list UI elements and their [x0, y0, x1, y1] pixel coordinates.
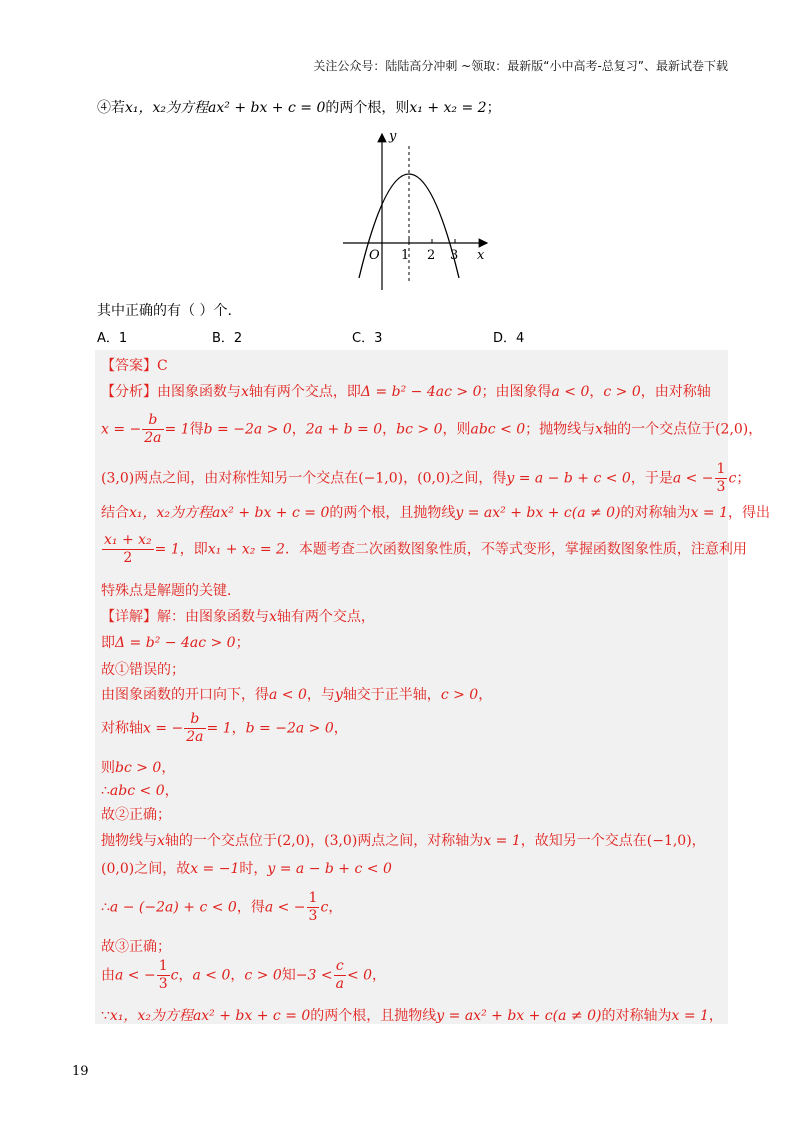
x-axis-label: x	[477, 248, 485, 263]
analysis-line-2: x = − $\frac{b}{2a}$ = 1得b = −2a > 0，2a + b = 0，bc > 0，则abc < 0；抛物线与x轴的一个交点位于(2,0)，	[101, 412, 763, 446]
option-c: C．3	[352, 331, 383, 346]
option-b: B．2	[212, 331, 243, 346]
analysis-line-6: 特殊点是解题的关键．	[101, 583, 241, 599]
page-number: 19	[72, 1064, 89, 1079]
parabola-graph	[337, 128, 497, 298]
detail-line-13: 由a < − $\frac{1}{3}$ c，a < 0，c > 0知−3 < $\frac{c}{a}$ < 0，	[101, 958, 387, 992]
analysis-line-4: 结合x₁，x₂为方程ax² + bx + c = 0的两个根，且抛物线y = ax² + bx + c(a ≠ 0)的对称轴为x = 1，得出	[101, 505, 770, 521]
detail-line-12: 故③正确；	[101, 939, 171, 955]
option-d: D．4	[493, 331, 525, 346]
detail-line-7: ∴abc < 0，	[101, 783, 179, 799]
detail-line-11: ∴a − (−2a) + c < 0，得a < − $\frac{1}{3}$ c，	[101, 890, 343, 924]
analysis-line-1: 【分析】由图象函数与x轴有两个交点，即Δ = b² − 4ac > 0；由图象得a < 0，c > 0，由对称轴	[101, 384, 711, 400]
option-a: A．1	[97, 331, 128, 346]
detail-line-14: ∵x₁，x₂为方程ax² + bx + c = 0的两个根，且抛物线y = ax² + bx + c(a ≠ 0)的对称轴为x = 1，	[101, 1008, 723, 1024]
detail-line-5: 对称轴x = − $\frac{b}{2a}$ = 1，b = −2a > 0，	[101, 711, 348, 745]
detail-line-1: 【详解】解：由图象函数与x轴有两个交点，	[101, 609, 375, 625]
detail-line-2: 即Δ = b² − 4ac > 0；	[101, 635, 250, 651]
detail-line-4: 由图象函数的开口向下，得a < 0，与y轴交于正半轴，c > 0，	[101, 687, 493, 703]
answer-options	[97, 327, 697, 347]
detail-line-10: (0,0)之间，故x = −1时，y = a − b + c < 0	[101, 861, 392, 877]
page-header: 关注公众号：陆陆高分冲刺 ~领取：最新版“小中高考-总复习”、最新试卷下载	[313, 59, 728, 73]
question-count-prompt: 其中正确的有（ ）个.	[97, 303, 232, 319]
analysis-line-5: $\frac{\text{x₁ + x₂}}{2}$ = 1，即x₁ + x₂ = 2．本题考查二次函数图象性质，不等式变形，掌握函数图象性质，注意利用	[104, 532, 747, 566]
tick-1: 1	[401, 248, 410, 263]
question-item-4: ④若x₁，x₂为方程ax² + bx + c = 0的两个根，则x₁ + x₂ = 2；	[97, 100, 501, 116]
detail-line-8: 故②正确；	[101, 807, 171, 823]
detail-line-3: 故①错误的；	[101, 662, 185, 678]
detail-line-9: 抛物线与x轴的一个交点位于(2,0)，(3,0)两点之间，对称轴为x = 1，故知另一个交点在(−1,0)，	[101, 833, 706, 849]
tick-3: 3	[450, 248, 459, 263]
answer-line: 【答案】C	[101, 358, 168, 374]
analysis-line-3: (3,0)两点之间，由对称性知另一个交点在(−1,0)，(0,0)之间，得y = a − b + c < 0，于是a < − $\frac{1}{3}$ c；	[101, 461, 751, 495]
detail-line-6: 则bc > 0，	[101, 760, 176, 776]
origin-label: O	[369, 248, 380, 263]
tick-2: 2	[427, 248, 436, 263]
y-axis-label: y	[389, 129, 397, 144]
